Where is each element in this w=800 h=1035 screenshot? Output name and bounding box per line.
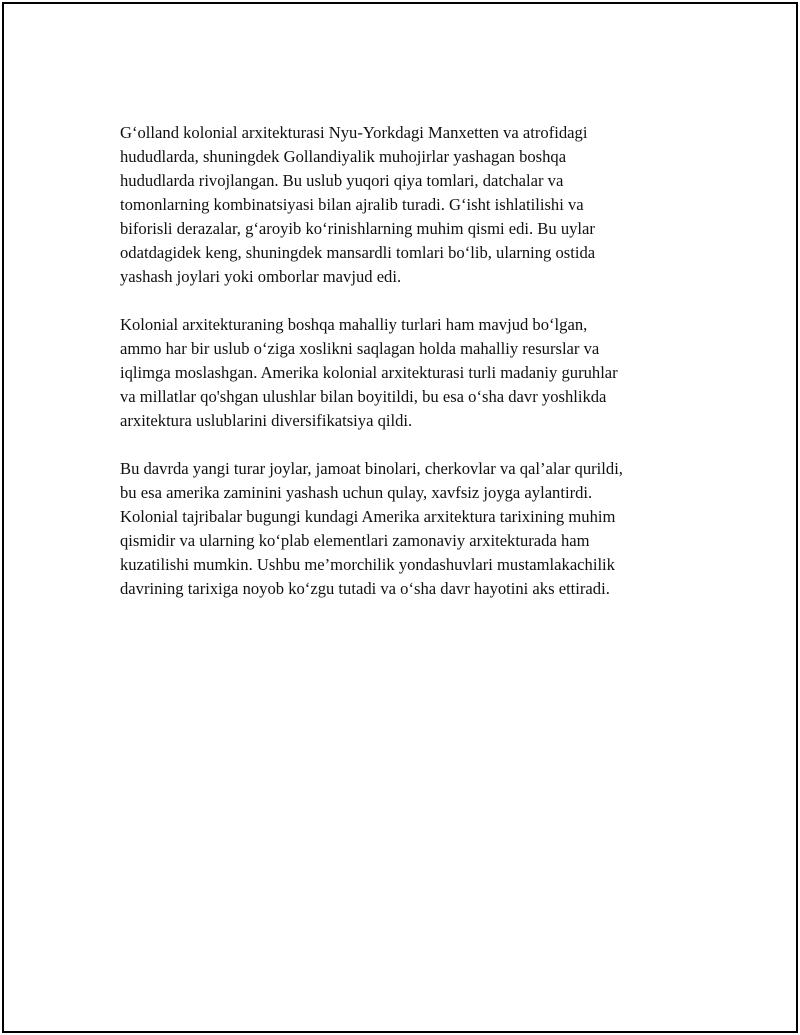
paragraph-2: Kolonial arxitekturaning boshqa mahalliy turlari ham mavjud bo‘lgan, ammo har bir uslub o‘ziga xoslikni saqlagan holda mahalliy resurslar va iqlimga moslashgan. Amerika kolonial arxitekturasi turli madaniy guruhlar va millatlar qo'shgan ulushlar bilan boyitildi, bu esa o‘sha davr yoshlikda arxitektura uslublarini diversifikatsiya qildi. [120,315,618,430]
paragraph-3: Bu davrda yangi turar joylar, jamoat binolari, cherkovlar va qal’alar qurildi, bu esa amerika zaminini yashash uchun qulay, xavfsiz joyga aylantirdi. Kolonial tajribalar bugungi kundagi Amerika arxitektura tarixining muhim qismidir va ularning ko‘plab elementlari zamonaviy arxitekturada ham kuzatilishi mumkin. Ushbu me’morchilik yondashuvlari mustamlakachilik davrining tarixiga noyob ko‘zgu tutadi va o‘sha davr hayotini aks ettiradi. [120,459,623,598]
document-body [120,121,690,625]
paragraph-1: G‘olland kolonial arxitekturasi Nyu-Yorkdagi Manxetten va atrofidagi hududlarda, shuningdek Gollandiyalik muhojirlar yashagan boshqa hududlarda rivojlangan. Bu uslub yuqori qiya tomlari, datchalar va tomonlarning kombinatsiyasi bilan ajralib turadi. G‘isht ishlatilishi va biforisli derazalar, g‘aroyib ko‘rinishlarning muhim qismi edi. Bu uylar odatdagidek keng, shuningdek mansardli tomlari bo‘lib, ularning ostida yashash joylari yoki omborlar mavjud edi. [120,123,596,286]
page-frame [2,2,798,1033]
